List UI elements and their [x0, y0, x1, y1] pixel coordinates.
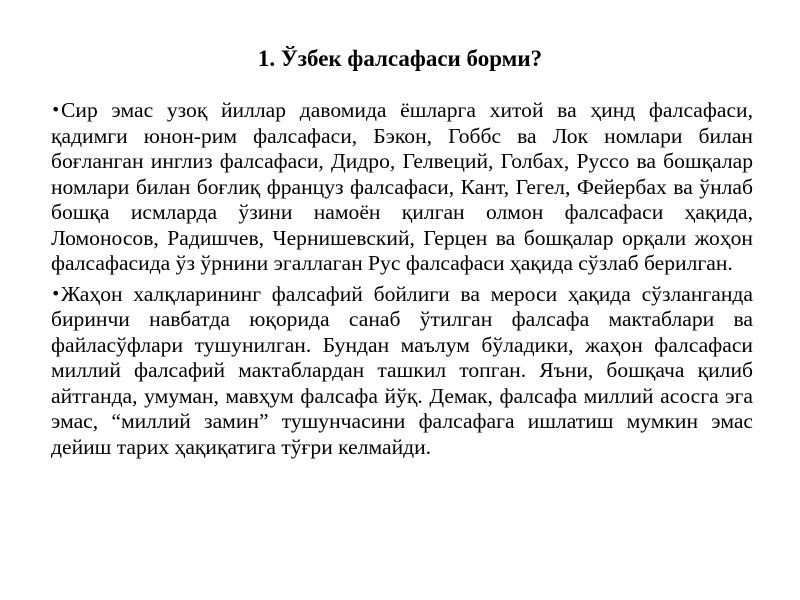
paragraph-text: Жаҳон халқларининг фалсафий бойлиги ва мероси ҳақида сўзланганда биринчи навбатда юқорида санаб ўтилган фалсафа мактаблари ва файласўфлари тушунилган. Бундан маълум бўладики, жаҳон фалсафаси миллий фалсафий мактаблардан ташкил топган. Яъни, бошқача қилиб айтганда, умуман, мавҳум фалсафа йўқ. Демак, фалсафа миллий асосга эга эмас, “миллий замин” тушунчасини фалсафага ишлатиш мумкин эмас дейиш тарих ҳақиқатига тўғри келмайди. [51, 281, 753, 459]
bullet-marker: • [51, 283, 61, 303]
bullet-marker: • [51, 100, 61, 119]
slide-body [51, 97, 753, 464]
bullet-paragraph-2 [51, 281, 753, 461]
paragraph-text: Сир эмас узоқ йиллар давомида ёшларга хитой ва ҳинд фалсафаси, қадимги юнон-рим фалсафаси, Бэкон, Гоббс ва Лок номлари билан боғланган инглиз фалсафаси, Дидро, Гелвеций, Голбах, Руссо ва бошқалар номлари билан боғлиқ француз фалсафаси, Кант, Гегел, Фейербах ва ўнлаб бошқа исмларда ўзини намоён қилган олмон фалсафаси ҳақида, Ломоносов, Радишчев, Чернишевский, Герцен ва бошқалар орқали жоҳон фалсафасида ўз ўрнини эгаллаган Рус фалсафаси ҳақида сўзлаб берилган. [51, 98, 753, 275]
slide-title: 1. Ўзбек фалсафаси борми? [257, 46, 543, 71]
bullet-paragraph-1 [51, 97, 753, 277]
